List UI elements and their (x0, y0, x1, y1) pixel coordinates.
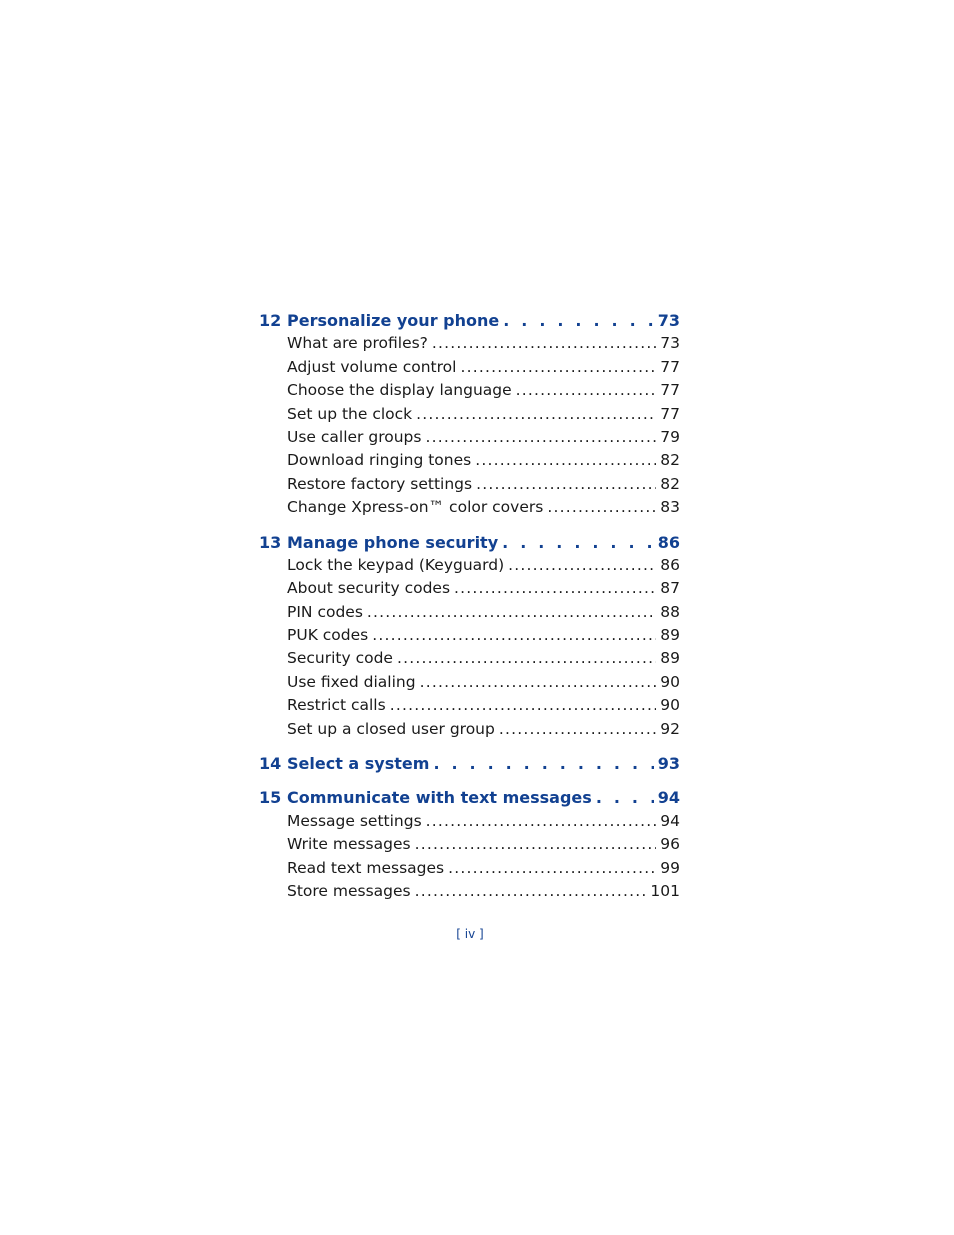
chapter-number: 13 (259, 532, 282, 552)
dot-leader (397, 647, 656, 670)
toc-entry[interactable] (259, 554, 680, 577)
toc-entry[interactable] (259, 718, 680, 741)
dot-leader (516, 379, 657, 402)
chapter-number: 14 (259, 754, 282, 774)
dot-leader (425, 426, 656, 449)
chapter-page: 94 (657, 788, 680, 808)
chapter-title: Personalize your phone (287, 311, 500, 330)
toc-chapter-12 (259, 309, 680, 520)
entry-title: Restore factory settings (287, 474, 473, 493)
toc-chapter-13 (259, 531, 680, 742)
entry-page: 82 (660, 474, 680, 493)
chapter-number: 12 (259, 311, 282, 330)
chapter-heading[interactable] (259, 752, 680, 775)
entry-title: Change Xpress-on™ color covers (287, 498, 544, 517)
toc-entry[interactable] (259, 449, 680, 472)
entry-page: 77 (660, 357, 680, 376)
entry-page: 77 (660, 381, 680, 400)
entry-title: PIN codes (287, 602, 363, 621)
dot-leader (460, 356, 656, 379)
chapter-heading[interactable] (259, 309, 680, 332)
entry-page: 89 (660, 626, 680, 645)
toc-entry[interactable] (259, 671, 680, 694)
entry-title: Message settings (287, 811, 422, 830)
entry-page: 73 (660, 334, 680, 353)
entry-title: Store messages (287, 881, 411, 900)
entry-title: Read text messages (287, 858, 445, 877)
toc-entry[interactable] (259, 624, 680, 647)
dot-leader (476, 473, 656, 496)
entry-page: 82 (660, 451, 680, 470)
dot-leader (499, 718, 656, 741)
entry-title: Security code (287, 649, 393, 668)
chapter-title: Select a system (287, 754, 430, 774)
table-of-contents (259, 309, 680, 914)
entry-page: 77 (660, 404, 680, 423)
entry-page: 88 (660, 602, 680, 621)
toc-entry[interactable] (259, 356, 680, 379)
toc-entry[interactable] (259, 332, 680, 355)
chapter-page: 86 (657, 532, 680, 552)
dot-leader (503, 309, 654, 332)
dot-leader (367, 601, 656, 624)
entry-title: Write messages (287, 835, 411, 854)
dot-leader (415, 880, 647, 903)
entry-page: 79 (660, 427, 680, 446)
toc-entry[interactable] (259, 880, 680, 903)
entry-title: Choose the display language (287, 381, 512, 400)
entry-page: 87 (660, 579, 680, 598)
chapter-number: 15 (259, 788, 282, 808)
dot-leader (390, 694, 657, 717)
entry-page: 96 (660, 835, 680, 854)
chapter-page: 93 (657, 754, 680, 774)
entry-title: Adjust volume control (287, 357, 457, 376)
entry-title: Use caller groups (287, 427, 422, 446)
toc-entry[interactable] (259, 403, 680, 426)
chapter-heading[interactable] (259, 531, 680, 554)
entry-title: Set up a closed user group (287, 719, 495, 738)
entry-title: About security codes (287, 579, 451, 598)
toc-entry[interactable] (259, 577, 680, 600)
entry-title: Restrict calls (287, 696, 386, 715)
dot-leader (508, 554, 656, 577)
chapter-title: Communicate with text messages (287, 788, 592, 808)
entry-page: 83 (660, 498, 680, 517)
chapter-page: 73 (657, 311, 680, 330)
dot-leader (433, 752, 653, 775)
dot-leader (416, 403, 656, 426)
toc-entry[interactable] (259, 833, 680, 856)
chapter-heading[interactable] (259, 786, 680, 809)
toc-entry[interactable] (259, 810, 680, 833)
entry-page: 90 (660, 672, 680, 691)
dot-leader (448, 857, 656, 880)
dot-leader (420, 671, 657, 694)
toc-entry[interactable] (259, 473, 680, 496)
entry-title: Download ringing tones (287, 451, 472, 470)
dot-leader (475, 449, 656, 472)
entry-title: Set up the clock (287, 404, 413, 423)
entry-page: 99 (660, 858, 680, 877)
chapter-title: Manage phone security (287, 532, 499, 552)
entry-page: 86 (660, 555, 680, 574)
dot-leader (426, 810, 657, 833)
dot-leader (415, 833, 657, 856)
toc-entry[interactable] (259, 379, 680, 402)
toc-entry[interactable] (259, 694, 680, 717)
dot-leader (432, 332, 656, 355)
dot-leader (547, 496, 656, 519)
entry-title: What are profiles? (287, 334, 428, 353)
entry-page: 94 (660, 811, 680, 830)
dot-leader (502, 531, 654, 554)
entry-title: Use fixed dialing (287, 672, 416, 691)
toc-entry[interactable] (259, 496, 680, 519)
dot-leader (454, 577, 656, 600)
entry-title: Lock the keypad (Keyguard) (287, 555, 505, 574)
toc-chapter-14 (259, 752, 680, 775)
entry-page: 101 (650, 881, 680, 900)
toc-entry[interactable] (259, 857, 680, 880)
entry-page: 90 (660, 696, 680, 715)
toc-entry[interactable] (259, 647, 680, 670)
entry-page: 89 (660, 649, 680, 668)
toc-entry[interactable] (259, 426, 680, 449)
dot-leader (372, 624, 656, 647)
entry-title: PUK codes (287, 626, 369, 645)
dot-leader (596, 786, 654, 809)
entry-page: 92 (660, 719, 680, 738)
toc-chapter-15 (259, 786, 680, 903)
page-number: [ iv ] (456, 927, 484, 941)
toc-entry[interactable] (259, 601, 680, 624)
